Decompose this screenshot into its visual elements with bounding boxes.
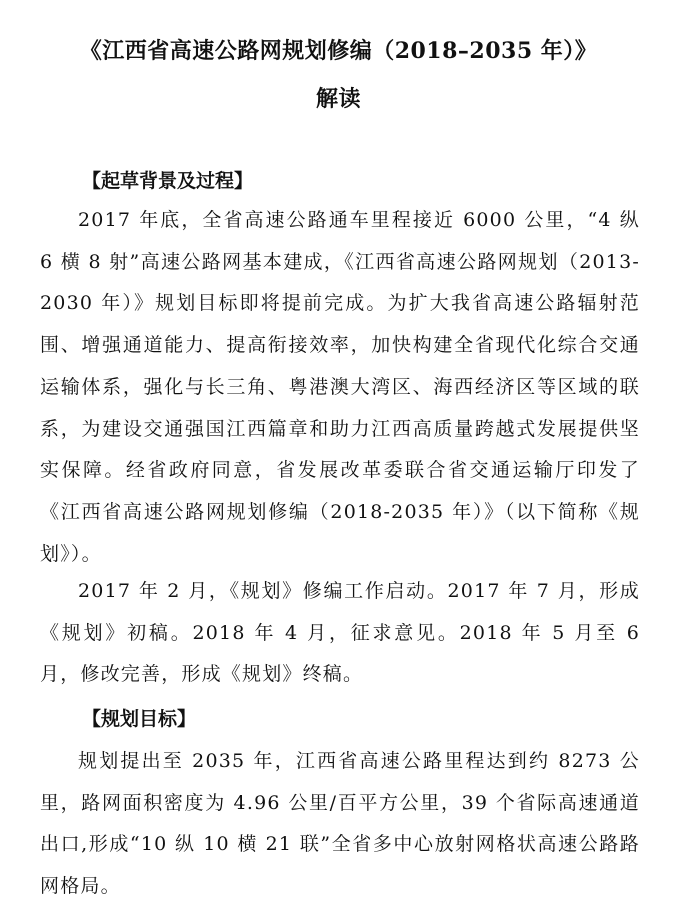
paragraph-background: 2017 年底，全省高速公路通车里程接近 6000 公里，“4 纵 6 横 8 射”高速公路网基本建成，《江西省高速公路网规划（2013-2030 年）》规划目标即将提前完成。为扩大我省高速公路辐射范围、增强通道能力、提高衔接效率，加快构建全省现代化综合交通运输体系，强化与长三角、粤港澳大湾区、海西经济区等区域的联系，为建设交通强国江西篇章和助力江西高质量跨越式发展提供坚实保障。经省政府同意，省发展改革委联合省交通运输厅印发了《江西省高速公路网规划修编（2018-2035 年）》（以下简称《规划》）。 (40, 209, 640, 565)
section-heading-goals: 【规划目标】 (82, 708, 197, 730)
paragraph-goals: 规划提出至 2035 年，江西省高速公路里程达到约 8273 公里，路网面积密度为 4.96 公里/百平方公里，39 个省际高速通道出口,形成“10 纵 10 横 21 联”全省多中心放射网格状高速公路路网格局。 (40, 750, 640, 898)
paragraph-process: 2017 年 2 月，《规划》修编工作启动。2017 年 7 月，形成《规划》初稿。2018 年 4 月，征求意见。2018 年 5 月至 6 月，修改完善，形成《规划》终稿。 (40, 580, 640, 686)
document-title: 《江西省高速公路网规划修编（2018–2035 年）》 (79, 38, 598, 64)
document-title-suffix: 解读 (315, 86, 361, 112)
section-heading-background: 【起草背景及过程】 (82, 170, 254, 192)
